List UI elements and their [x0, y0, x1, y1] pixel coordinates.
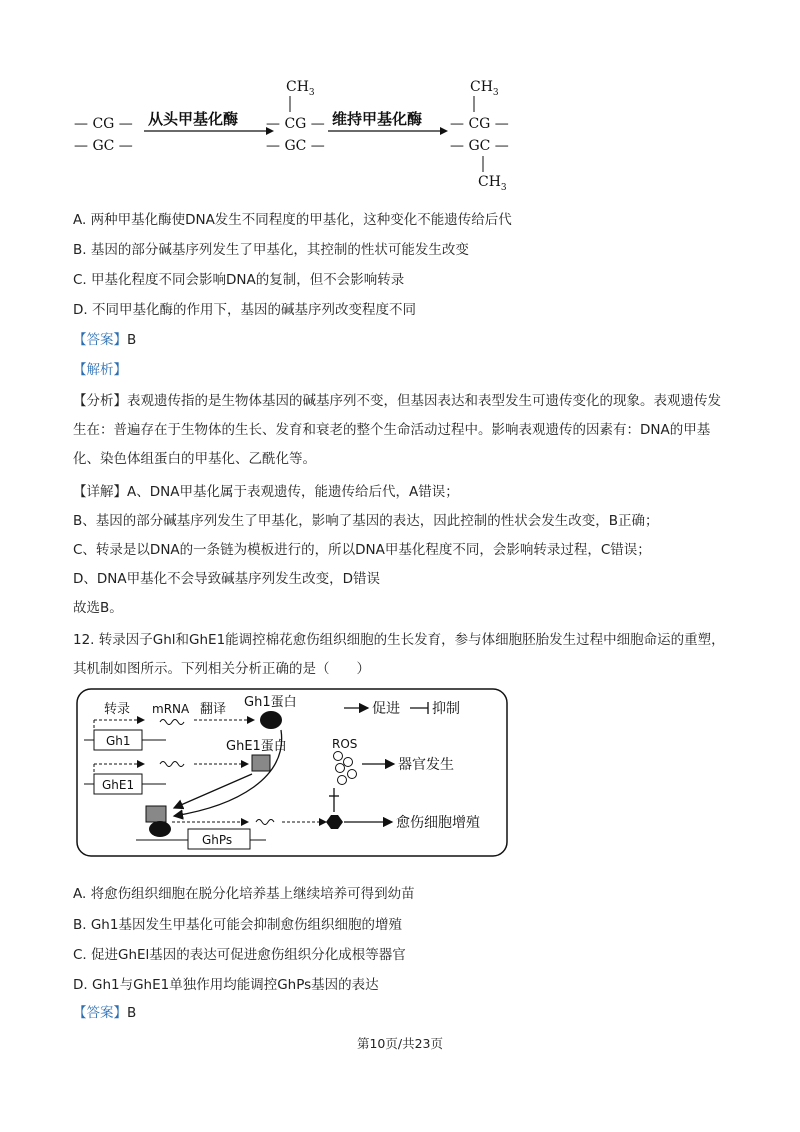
q11-option-d: D. 不同甲基化酶的作用下，基因的碱基序列改变程度不同	[73, 302, 416, 318]
complex-gh1	[149, 821, 171, 837]
answer-tag: 【答案】	[73, 332, 127, 348]
legend-inhibit: 抑制	[432, 701, 460, 717]
complex-ghe1	[146, 806, 166, 822]
translation-label: 翻译	[200, 702, 227, 717]
enzyme1-label: 从头甲基化酶	[148, 110, 239, 128]
ch3-bottom-right: $CH_3$	[478, 174, 507, 193]
page-number: 第10页/共23页	[356, 1036, 444, 1051]
analysis-label: 【分析】	[73, 393, 127, 409]
methylation-figure	[70, 70, 530, 195]
transcription-label: 转录	[104, 702, 131, 717]
q11-option-a: A. 两种甲基化酶使DNA发生不同程度的甲基化，这种变化不能遗传给后代	[73, 212, 512, 228]
ghe1-protein-shape	[252, 755, 270, 771]
ros-label: ROS	[332, 737, 358, 751]
detail-line-c: C、转录是以DNA的一条链为模板进行的，所以DNA甲基化程度不同，会影响转录过程，C错误；	[73, 542, 651, 558]
legend-promote: 促进	[372, 701, 400, 717]
answer-value: B	[127, 332, 137, 348]
gc-left: — GC —	[74, 138, 133, 154]
q12-option-d: D. Gh1与GhE1单独作用均能调控GhPs基因的表达	[73, 977, 379, 993]
detail-line-b: B、基因的部分碱基序列发生了甲基化，影响了基因的表达，因此控制的性状会发生改变，B正确；	[73, 513, 659, 529]
ghps-gene-label: GhPs	[202, 833, 233, 847]
detail-line-d: D、DNA甲基化不会导致碱基序列发生改变，D错误	[73, 571, 381, 587]
analysis-paragraph	[73, 387, 733, 474]
q11-option-b: B. 基因的部分碱基序列发生了甲基化，其控制的性状可能发生改变	[73, 242, 469, 258]
answer-tag: 【答案】	[73, 1005, 127, 1021]
gc-mid: — GC —	[266, 138, 325, 154]
gh1-gene-label: Gh1	[106, 734, 131, 748]
cg-mid: — CG —	[266, 116, 325, 132]
q11-answer	[73, 330, 136, 350]
mechanism-figure	[76, 688, 508, 858]
q12-stem: 12. 转录因子Ghl和GhE1能调控棉花愈伤组织细胞的生长发育，参与体细胞胚胎发生过程中细胞命运的重塑，其机制如图所示。下列相关分析正确的是（ ）	[73, 632, 725, 677]
analysis-text: 表观遗传指的是生物体基因的碱基序列不变，但基因表达和表型发生可遗传变化的现象。表观遗传发生在：普遍存在于生物体的生长、发育和衰老的整个生命活动过程中。影响表观遗传的因素有：DNA的甲基化、染色体组蛋白的甲基化、乙酰化等。	[73, 393, 721, 467]
q12-option-a: A. 将愈伤组织细胞在脱分化培养基上继续培养可得到幼苗	[73, 886, 415, 902]
gc-right: — GC —	[450, 138, 509, 154]
ghe1-gene-label: GhE1	[102, 778, 135, 792]
organ-label: 器官发生	[398, 757, 454, 773]
answer-value: B	[127, 1005, 137, 1021]
conclusion: 故选B。	[73, 600, 123, 616]
ch3-top-mid: $CH_3$	[286, 79, 315, 98]
cg-right: — CG —	[450, 116, 509, 132]
gh1-protein-shape	[260, 711, 282, 729]
detail-label: 【详解】	[73, 484, 127, 500]
q12-answer	[73, 1003, 136, 1023]
ghe1-protein-label: GhE1蛋白	[226, 739, 287, 754]
detail-line-a: 【详解】A、DNA甲基化属于表观遗传，能遗传给后代，A错误；	[73, 484, 459, 500]
enzyme2-label: 维持甲基化酶	[332, 110, 423, 128]
mrna-label: mRNA	[152, 702, 190, 716]
q11-option-c: C. 甲基化程度不同会影响DNA的复制，但不会影响转录	[73, 272, 405, 288]
cg-left: — CG —	[74, 116, 133, 132]
q12-option-b: B. Gh1基因发生甲基化可能会抑制愈伤组织细胞的增殖	[73, 917, 402, 933]
analysis-tag: 【解析】	[73, 362, 127, 378]
ch3-top-right: $CH_3$	[470, 79, 499, 98]
q12-option-c: C. 促进GhEl基因的表达可促进愈伤组织分化成根等器官	[73, 947, 406, 963]
gh1-protein-label: Gh1蛋白	[244, 695, 297, 710]
proliferation-label: 愈伤细胞增殖	[396, 815, 480, 831]
